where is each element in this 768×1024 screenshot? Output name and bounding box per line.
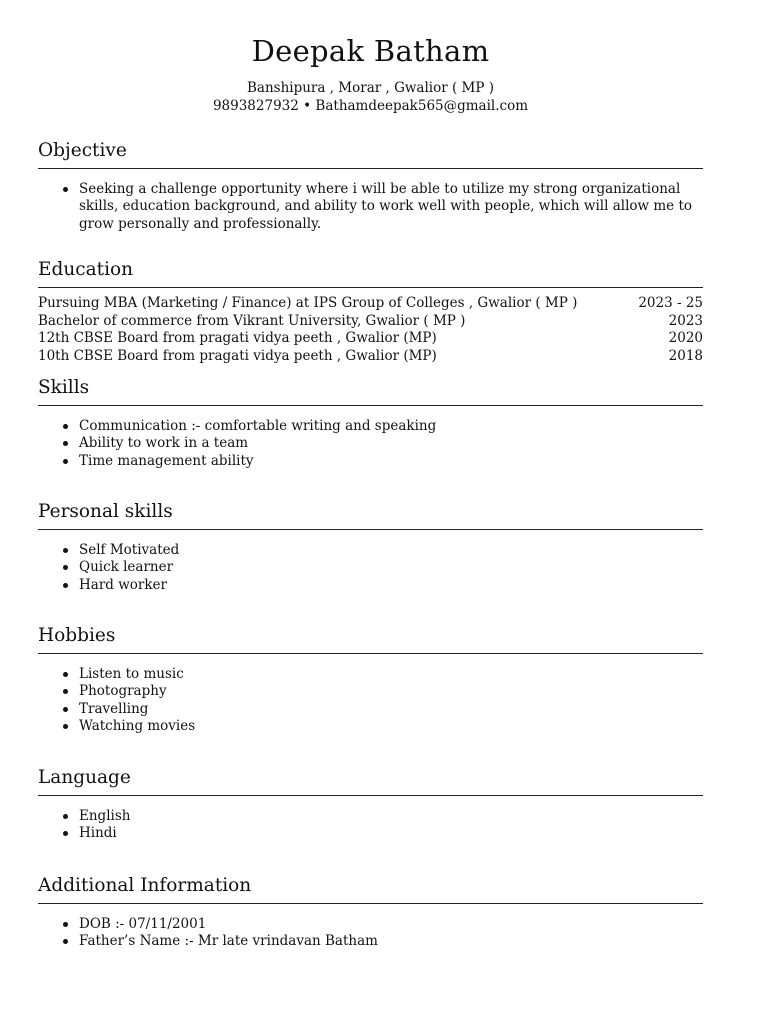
section-additional-information — [38, 874, 703, 951]
section-objective — [38, 139, 703, 233]
section-education — [38, 258, 703, 365]
objective-list — [38, 181, 703, 233]
education-row — [38, 330, 703, 348]
section-title-objective: Objective — [38, 139, 703, 169]
address-line: Banshipura , Morar , Gwalior ( MP ) — [246, 80, 494, 96]
list-item: Hard worker — [79, 577, 703, 594]
separator-bullet: • — [303, 98, 312, 114]
list-item: Listen to music — [79, 666, 703, 683]
list-item: Time management ability — [79, 453, 703, 470]
list-item: Seeking a challenge opportunity where i will be able to utilize my strong organizational skills, education background, and ability to work well with people, which will allow me to grow personally and professionally. — [79, 181, 703, 233]
section-title-education: Education — [38, 258, 703, 288]
section-skills — [38, 376, 703, 470]
education-text: Pursuing MBA (Marketing / Finance) at IPS Group of Colleges , Gwalior ( MP ) — [38, 295, 578, 311]
skills-list — [38, 418, 703, 470]
section-hobbies — [38, 624, 703, 736]
section-title-hobbies: Hobbies — [38, 624, 703, 654]
education-year: 2023 — [668, 312, 703, 329]
candidate-name: Deepak Batham — [251, 34, 490, 68]
education-year: 2023 - 25 — [638, 295, 703, 311]
section-title-language: Language — [38, 766, 703, 796]
contact-line — [38, 97, 703, 115]
education-text: 10th CBSE Board from pragati vidya peeth , Gwalior (MP) — [38, 347, 437, 364]
list-item: Self Motivated — [79, 542, 703, 559]
hobbies-list — [38, 666, 703, 736]
education-list — [38, 295, 703, 365]
section-title-personal-skills: Personal skills — [38, 500, 703, 530]
phone-number: 9893827932 — [212, 98, 299, 114]
education-row — [38, 295, 703, 313]
section-title-skills: Skills — [38, 376, 703, 406]
list-item: English — [79, 808, 703, 825]
education-year: 2018 — [668, 347, 703, 364]
language-list — [38, 808, 703, 843]
personal-skills-list — [38, 542, 703, 594]
education-text: Bachelor of commerce from Vikrant University, Gwalior ( MP ) — [38, 312, 466, 329]
section-personal-skills — [38, 500, 703, 594]
additional-information-list — [38, 916, 703, 951]
education-text: 12th CBSE Board from pragati vidya peeth , Gwalior (MP) — [38, 330, 437, 347]
list-item: DOB :- 07/11/2001 — [79, 916, 703, 933]
list-item: Travelling — [79, 701, 703, 718]
list-item: Hindi — [79, 825, 703, 842]
section-language — [38, 766, 703, 843]
list-item: Ability to work in a team — [79, 435, 703, 452]
list-item: Father’s Name :- Mr late vrindavan Batham — [79, 933, 703, 950]
education-row — [38, 313, 703, 331]
section-title-additional-information: Additional Information — [38, 874, 703, 904]
list-item: Watching movies — [79, 718, 703, 735]
list-item: Photography — [79, 683, 703, 700]
email-address: Bathamdeepak565@gmail.com — [315, 98, 529, 114]
list-item: Communication :- comfortable writing and speaking — [79, 418, 703, 435]
list-item: Quick learner — [79, 559, 703, 576]
education-row — [38, 348, 703, 366]
education-year: 2020 — [668, 330, 703, 347]
